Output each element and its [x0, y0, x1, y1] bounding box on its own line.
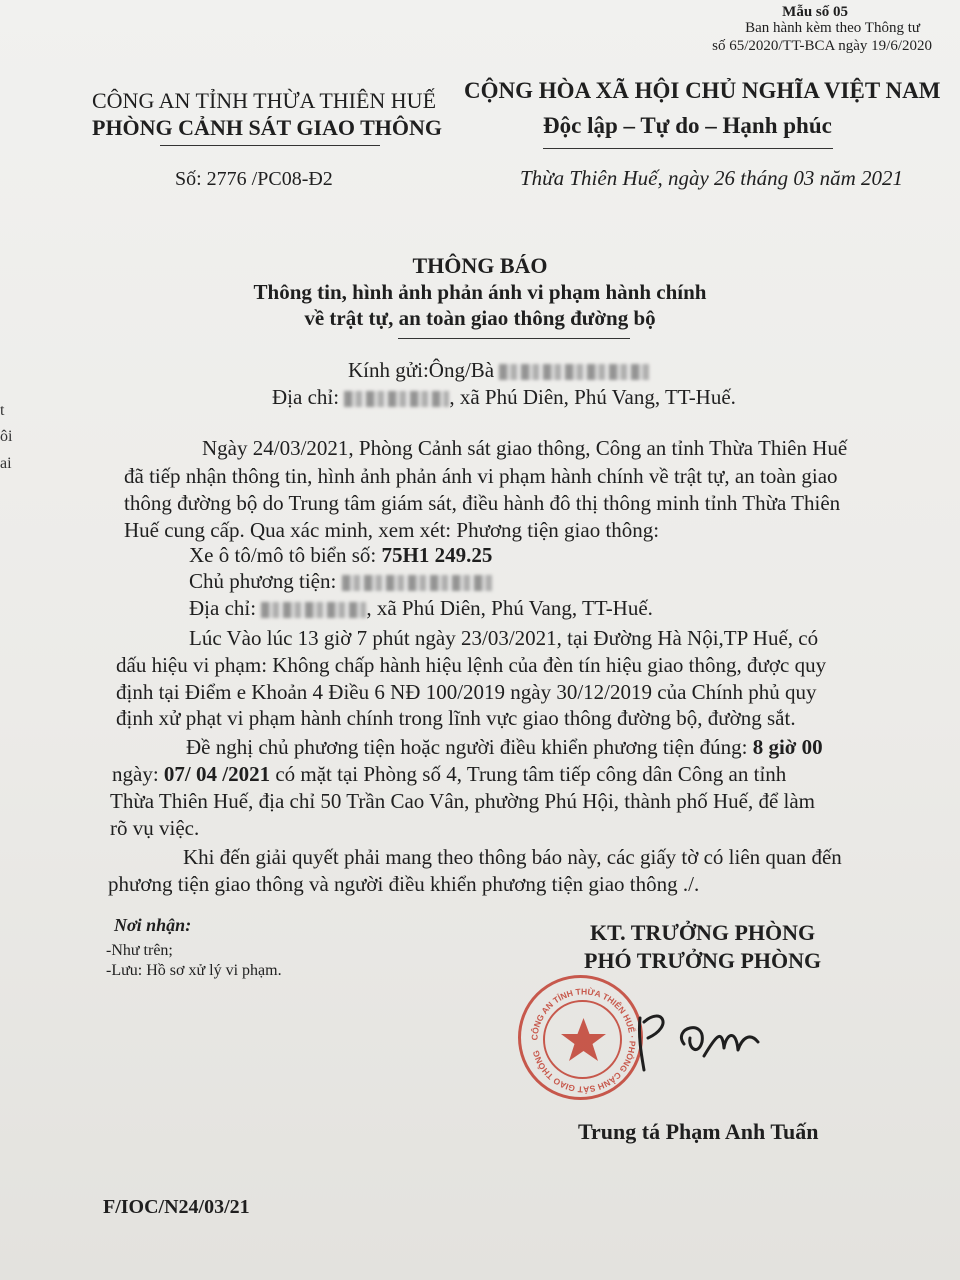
- place-date: Thừa Thiên Huế, ngày 26 tháng 03 năm 2021: [520, 166, 904, 190]
- recipient-item: -Lưu: Hồ sơ xử lý vi phạm.: [106, 962, 282, 979]
- margin-mark: t: [0, 402, 5, 419]
- owner-address-line: [189, 596, 653, 621]
- paragraph-3-line: [186, 735, 823, 760]
- signer-name: Trung tá Phạm Anh Tuấn: [578, 1119, 819, 1144]
- address-label: Địa chỉ:: [272, 385, 340, 409]
- owner-line: [189, 569, 492, 594]
- notice-subtitle-1: Thông tin, hình ảnh phản ánh vi phạm hành chính: [253, 280, 707, 304]
- signature-graphic: [618, 998, 778, 1078]
- paragraph-4-line: phương tiện giao thông và người điều khiển phương tiện giao thông ./.: [108, 872, 700, 896]
- paragraph-2-line: Lúc Vào lúc 13 giờ 7 phút ngày 23/03/2021, tại Đường Hà Nội,TP Huế, có: [189, 626, 819, 650]
- divider: [160, 145, 380, 146]
- signer-position: PHÓ TRƯỞNG PHÒNG: [584, 948, 822, 973]
- redacted-address: [344, 391, 449, 407]
- paragraph-1-line: Ngày 24/03/2021, Phòng Cảnh sát giao thông, Công an tỉnh Thừa Thiên Huế: [202, 436, 848, 460]
- paragraph-2-line: dấu hiệu vi phạm: Không chấp hành hiệu lệnh của đèn tín hiệu giao thông, được quy: [116, 653, 827, 677]
- document-code: F/IOC/N24/03/21: [103, 1196, 250, 1218]
- paragraph-1-line: thông đường bộ do Trung tâm giám sát, điều hành đô thị thông minh tỉnh Thừa Thiên: [124, 491, 841, 515]
- paragraph-3-text: Đề nghị chủ phương tiện hoặc người điều khiển phương tiện đúng:: [186, 735, 753, 759]
- paragraph-3-text: có mặt tại Phòng số 4, Trung tâm tiếp công dân Công an tỉnh: [270, 762, 787, 786]
- greeting-label: Kính gửi:Ông/Bà: [348, 358, 495, 382]
- appointment-date: 07/ 04 /2021: [163, 762, 271, 786]
- owner-address-rest: , xã Phú Diên, Phú Vang, TT-Huế.: [366, 596, 653, 620]
- plate-line: [189, 543, 492, 568]
- paragraph-3-line: [112, 762, 786, 787]
- signer-authority: KT. TRƯỞNG PHÒNG: [590, 920, 816, 945]
- address-rest: , xã Phú Diên, Phú Vang, TT-Huế.: [449, 385, 736, 409]
- agency-line2: PHÒNG CẢNH SÁT GIAO THÔNG: [92, 115, 443, 140]
- issued-with-line1: Ban hành kèm theo Thông tư: [745, 20, 920, 36]
- owner-address-label: Địa chỉ:: [189, 596, 257, 620]
- margin-mark: ai: [0, 455, 12, 472]
- paragraph-4-line: Khi đến giải quyết phải mang theo thông báo này, các giấy tờ có liên quan đến: [183, 845, 842, 869]
- address-line: [272, 385, 736, 410]
- redacted-owner: [342, 575, 492, 591]
- recipient-item: -Như trên;: [106, 942, 173, 959]
- recipients-label: Nơi nhận:: [114, 915, 192, 935]
- margin-mark: ôi: [0, 428, 13, 445]
- paragraph-2-line: định tại Điểm e Khoản 4 Điều 6 NĐ 100/2019 ngày 30/12/2019 của Chính phủ quy: [116, 680, 817, 704]
- redacted-owner-address: [261, 602, 366, 618]
- agency-line1: CÔNG AN TỈNH THỪA THIÊN HUẾ: [92, 88, 437, 113]
- paragraph-3-line: rõ vụ việc.: [110, 816, 200, 840]
- plate-value: 75H1 249.25: [381, 543, 493, 567]
- plate-label: Xe ô tô/mô tô biển số:: [189, 543, 382, 567]
- paragraph-2-line: định xử phạt vi phạm hành chính trong lĩnh vực giao thông đường bộ, đường sắt.: [116, 706, 796, 730]
- document-number: Số: 2776 /PC08-Đ2: [175, 168, 333, 190]
- republic-title: CỘNG HÒA XÃ HỘI CHỦ NGHĨA VIỆT NAM: [464, 78, 941, 103]
- owner-label: Chủ phương tiện:: [189, 569, 337, 593]
- divider: [398, 338, 630, 339]
- greeting-line: [348, 358, 649, 383]
- notice-subtitle-2: về trật tự, an toàn giao thông đường bộ: [304, 306, 656, 330]
- national-motto: Độc lập – Tự do – Hạnh phúc: [543, 113, 832, 138]
- paragraph-3-text: ngày:: [112, 762, 164, 786]
- issued-with-line2: số 65/2020/TT-BCA ngày 19/6/2020: [712, 38, 932, 54]
- redacted-name: [499, 364, 649, 380]
- stamp-ring-text: CÔNG AN TỈNH THỪA THIÊN HUẾ · PHÒNG CẢNH SÁT GIAO THÔNG: [529, 986, 638, 1095]
- notice-title: THÔNG BÁO: [412, 253, 548, 278]
- divider: [543, 148, 833, 149]
- form-number: Mẫu số 05: [782, 4, 848, 20]
- appointment-time: 8 giờ 00: [752, 735, 823, 759]
- paragraph-3-line: Thừa Thiên Huế, địa chỉ 50 Trần Cao Vân, phường Phú Hội, thành phố Huế, để làm: [110, 789, 816, 813]
- paragraph-1-line: đã tiếp nhận thông tin, hình ảnh phản ánh vi phạm hành chính về trật tự, an toàn giao: [124, 464, 838, 488]
- paragraph-1-line: Huế cung cấp. Qua xác minh, xem xét: Phương tiện giao thông:: [124, 518, 660, 542]
